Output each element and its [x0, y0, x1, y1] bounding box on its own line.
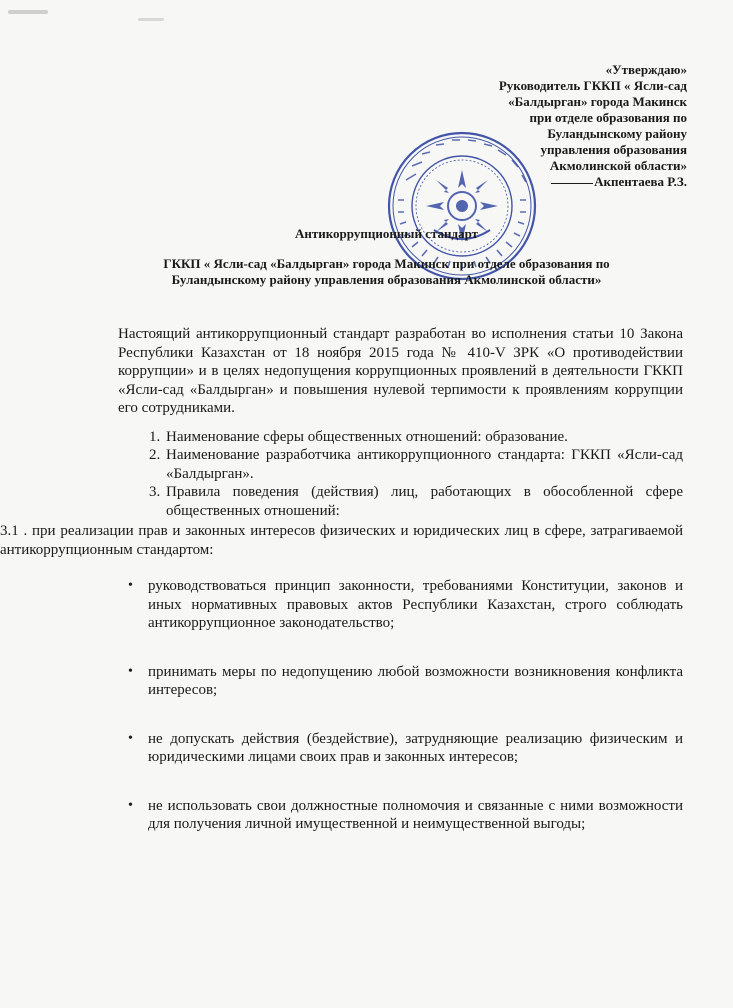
approval-line: Буландынскому району [547, 126, 687, 141]
bullet-icon: • [128, 730, 133, 746]
bullet-item [118, 797, 683, 834]
approval-line: управления образования [540, 142, 687, 157]
intro-paragraph: Настоящий антикоррупционный стандарт разработан во исполнения статьи 10 Закона Республики Казахстан от 18 ноября 2015 года № 410-V ЗРК «О противодействии коррупции» и в целях недопущения коррупционных проявлений в деятельности ГККП «Ясли-сад «Балдырган» и повышения нулевой терпимости к проявлениям коррупции его сотрудниками. [118, 326, 683, 416]
approval-line: Руководитель ГККП « Ясли-сад [498, 78, 687, 93]
title-line: Антикоррупционный стандарт [294, 226, 479, 241]
document-body [0, 325, 683, 864]
signature-underline [551, 183, 593, 184]
list-item: 3. Правила поведения (действия) лиц, работающих в обособленной сфере общественных отношений: [164, 483, 683, 520]
bullet-item [118, 730, 683, 767]
approval-line: при отделе образования по [529, 110, 687, 125]
bullet-icon: • [128, 578, 133, 593]
bullet-item [118, 663, 683, 700]
document-title [120, 226, 653, 288]
subsection-paragraph: 3.1 . при реализации прав и законных интересов физических и юридических лиц в сфере, затрагиваемой антикоррупционным стандартом: [0, 523, 683, 558]
list-item: 1. Наименование сферы общественных отношений: образование. [164, 428, 683, 447]
bullet-text: принимать меры по недопущению любой возможности возникновения конфликта интересов; [148, 663, 683, 698]
bullet-list [118, 577, 683, 834]
scan-artifact [8, 10, 48, 14]
approval-line: «Утверждаю» [605, 62, 687, 77]
approval-line: «Балдырган» города Макинск [508, 94, 687, 109]
signature-name: Акпентаева Р.З. [594, 174, 687, 189]
bullet-icon: • [128, 797, 133, 813]
bullet-icon: • [128, 663, 133, 679]
bullet-item [118, 577, 683, 633]
bullet-text: не использовать свои должностные полномочия и связанные с ними возможности для получения личной имущественной и неимущественной выгоды; [148, 797, 683, 832]
approval-line: Акмолинской области» [549, 158, 687, 173]
list-item: 2. Наименование разработчика антикоррупционного стандарта: ГККП «Ясли-сад «Балдырган». [164, 446, 683, 483]
numbered-list [118, 428, 683, 521]
title-line: ГККП « Ясли-сад «Балдырган» города Макинск при отделе образования по [163, 256, 610, 271]
bullet-text: руководствоваться принцип законности, требованиями Конституции, законов и иных нормативных правовых актов Республики Казахстан, строго соблюдать антикоррупционное законодательство; [148, 578, 683, 631]
scan-artifact [138, 18, 164, 21]
title-line: Буландынскому району управления образования Акмолинской области» [171, 272, 602, 287]
bullet-text: не допускать действия (бездействие), затрудняющие реализацию физическим и юридическими лицами своих прав и законных интересов; [148, 730, 683, 765]
